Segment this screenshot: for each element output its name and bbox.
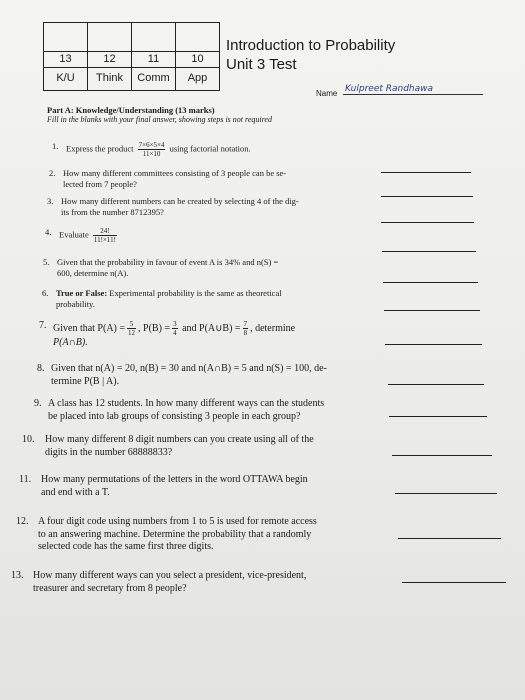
score-comm-cell [132,23,176,52]
answer-blank-5[interactable] [383,282,478,283]
question-number: 6. [42,288,49,298]
question-number: 4. [45,227,52,237]
answer-blank-1[interactable] [381,172,471,173]
answer-blank-11[interactable] [395,493,497,494]
answer-blank-9[interactable] [389,416,487,417]
question-8 [37,363,327,388]
question-line: to an answering machine. Determine the probability that a randomly [38,528,312,540]
denominator: 4 [173,329,177,337]
question-6 [42,288,282,310]
question-line: selected code has the same first three digits. [38,541,214,552]
question-13 [11,570,307,595]
question-text: using factorial notation. [169,143,251,154]
question-12 [16,516,317,554]
question-number: 1. [52,141,59,151]
category-ku: K/U [44,68,88,91]
question-line: How many different numbers can be created by selecting 4 of the dig- [61,196,299,206]
test-title-block [226,36,395,74]
score-think-total: 12 [88,52,132,68]
question-line: digits in the number 68888833? [45,446,173,458]
numerator: 5 [127,320,136,329]
question-text: , P(B) = [138,322,171,334]
question-line: Experimental probability is the same as theoretical [107,288,282,298]
question-line: How many different 8 digit numbers can you create using all of the [45,434,314,445]
question-line: 600, determine n(A). [57,268,129,278]
score-table [43,22,220,91]
category-think: Think [88,68,132,91]
denominator: 11×10 [142,150,161,158]
question-number: 2. [49,168,56,178]
answer-blank-4[interactable] [382,251,476,252]
fraction [243,320,249,337]
question-5 [43,257,279,279]
question-number: 8. [37,363,45,374]
answer-blank-8[interactable] [388,384,484,385]
question-number: 7. [39,320,47,331]
score-comm-total: 11 [132,52,176,68]
score-app-total: 10 [176,52,220,68]
numerator: 3 [173,320,177,328]
question-2 [49,168,287,190]
numerator: 7 [243,320,248,328]
test-subtitle: Unit 3 Test [226,56,297,73]
question-number: 11. [19,474,32,485]
answer-blank-10[interactable] [392,455,492,456]
question-10 [22,434,314,459]
question-text: Express the product [66,143,134,154]
question-number: 12. [16,516,29,527]
denominator: 8 [243,329,248,337]
question-3 [47,196,299,218]
question-line: termine P(B | A). [51,375,120,387]
name-field[interactable]: Kulpreet Randhawa [343,84,483,95]
question-line: lected from 7 people? [63,179,137,189]
question-line: be placed into lab groups of consisting 3 people in each group? [48,410,301,422]
numerator: 7×6×5×4 [138,141,165,149]
test-title: Introduction to Probability [226,37,396,54]
question-line: treasurer and secretary from 8 people? [33,582,187,594]
true-false-label: True or False: [56,288,108,298]
question-line: How many permutations of the letters in the word OTTAWA begin [41,474,308,485]
fraction [93,227,117,244]
question-text: and P(A∪B) = [179,322,241,334]
question-number: 3. [47,196,54,206]
question-line: Given that the probability in favour of event A is 34% and n(S) = [57,257,279,267]
question-line: probability. [56,299,95,309]
name-label: Name [316,89,338,98]
answer-blank-3[interactable] [381,222,474,223]
denominator: 11!×11! [93,236,116,244]
part-a-heading: Part A: Knowledge/Understanding (13 marks) [47,105,215,115]
question-number: 9. [34,398,42,409]
question-number: 5. [43,257,50,267]
question-line: and end with a T. [41,486,110,498]
question-line: Given that n(A) = 20, n(B) = 30 and n(A∩B) = 5 and n(S) = 100, de- [51,363,327,374]
question-line: A class has 12 students. In how many different ways can the students [48,398,325,409]
question-line: How many different ways can you select a president, vice-president, [33,570,307,581]
score-ku-total: 13 [44,52,88,68]
question-number: 13. [11,570,24,581]
fraction [127,320,136,337]
question-text: Evaluate [59,229,89,240]
question-text: , determine [250,322,296,334]
answer-blank-7[interactable] [385,344,482,345]
fraction [172,320,178,337]
answer-blank-6[interactable] [384,310,480,311]
question-line: How many different committees consisting of 3 people can be se- [63,168,287,178]
question-11 [19,474,308,499]
answer-blank-12[interactable] [398,538,501,539]
category-comm: Comm [132,68,176,91]
part-a-instructions: Fill in the blanks with your final answer, showing steps is not required [47,115,272,124]
question-text: Given that P(A) = [53,322,126,334]
question-line: P(A∩B). [53,337,88,348]
score-think-cell [88,23,132,52]
denominator: 12 [128,329,136,337]
question-line: its from the number 8712395? [61,207,164,217]
score-ku-cell [44,23,88,52]
answer-blank-13[interactable] [402,582,506,583]
question-line: A four digit code using numbers from 1 to 5 is used for remote access [38,516,317,527]
question-7 [39,320,296,350]
question-9 [34,398,325,423]
question-4 [45,227,119,244]
question-1 [52,141,251,158]
numerator: 24! [93,227,117,236]
fraction [138,141,166,158]
category-app: App [176,68,220,91]
score-app-cell [176,23,220,52]
answer-blank-2[interactable] [381,196,473,197]
question-number: 10. [22,434,35,445]
